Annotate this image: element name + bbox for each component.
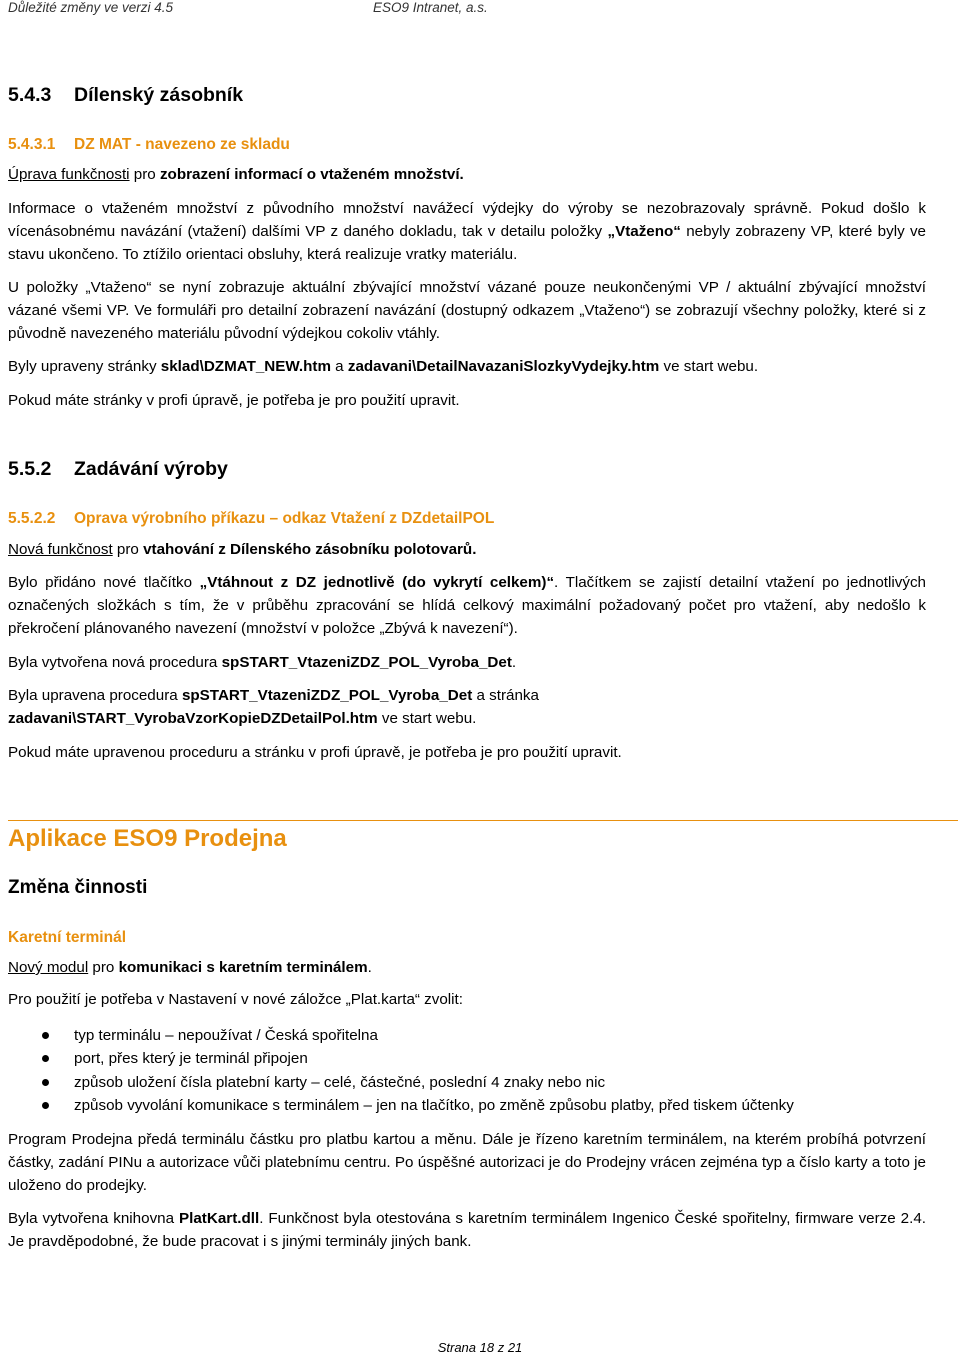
- paragraph-note: Pokud máte upravenou proceduru a stránku v profi úpravě, je potřeba je pro použití upravit.: [8, 744, 622, 761]
- library-name: PlatKart.dll: [179, 1210, 260, 1227]
- text-span: nebyly zobrazeny VP, které byly ve stavu ukončeno. To ztížilo orientaci obsluhy, která realizuje vratky materiálu.: [8, 223, 927, 263]
- file-name: zadavani\DetailNavazaniSlozkyVydejky.htm: [347, 358, 660, 375]
- text-span: a stránka: [472, 687, 539, 704]
- text-span: Informace o vtaženém množství z původního množství navážecí výdejky do výroby se nezobrazovaly správně. Pokud došlo k vícenásobnému navázání (vtažení) dalšími VP z daného dokladu, tak v detailu položky: [8, 200, 926, 240]
- list-item: [8, 1071, 926, 1094]
- change-section-title: Změna činnosti: [8, 877, 148, 898]
- heading-text: Oprava výrobního příkazu – odkaz Vtažení z DZdetailPOL: [74, 510, 495, 527]
- heading-number: 5.5.2.2: [8, 510, 56, 527]
- text-span: . Funkčnost byla otestována s karetním terminálem Ingenico České spořitelny, firmware verze 2.4. Je pravděpodobné, že bude pracovat i s jinými terminály jiných bank.: [8, 1210, 926, 1250]
- heading-5-5-2: [8, 458, 228, 481]
- heading-5-4-3-1: [8, 136, 290, 154]
- header-document-title: Důležité změny ve verzi 4.5: [8, 0, 174, 15]
- text-span: .: [511, 654, 517, 671]
- text-span: pro: [112, 541, 144, 558]
- paragraph-procedure: [8, 651, 926, 674]
- paragraph-description: U položky „Vtaženo“ se nyní zobrazuje aktuální zbývající množství vázané pouze neukončenými VP / aktuální zbývající množství vázané všemi VP. Ve formuláři pro detailní zobrazení navázání (dostupný odkazem „Vtaženo“) se zobrazují všechny položky, které si z původně navezeného materiálu původní výdejkou cokoliv vtáhly.: [8, 279, 926, 342]
- paragraph-description: [8, 197, 926, 266]
- paragraph-description: [8, 571, 926, 640]
- heading-number: 5.5.2: [8, 458, 52, 480]
- paragraph-settings: Pro použití je potřeba v Nastavení v nové záložce „Plat.karta“ zvolit:: [8, 991, 463, 1008]
- text-span: Bylo přidáno nové tlačítko: [8, 574, 200, 591]
- text-span: a: [330, 358, 348, 375]
- settings-list: [8, 1024, 926, 1117]
- text-span: . Tlačítkem se zajistí detailní vtažení po jednotlivých označených složkách s tím, že v průběhu zpracování se hlídá celkový maximální požadovaný počet pro vtažení, aby nedošlo k překročení plánovaného navezení (množství v položce „Zbývá k navezení“).: [8, 574, 927, 637]
- text-span: pro: [129, 166, 160, 183]
- procedure-name: spSTART_VtazeniZDZ_POL_Vyroba_Det: [181, 687, 473, 704]
- heading-5-4-3: [8, 84, 243, 107]
- bullet-icon: [42, 1055, 49, 1062]
- text-span: Byly upraveny stránky: [8, 358, 161, 375]
- list-item: [8, 1047, 926, 1070]
- change-type: Nový modul: [8, 959, 89, 976]
- text-span: ve start webu.: [659, 358, 759, 375]
- paragraph-description: Program Prodejna předá terminálu částku pro platbu kartou a měnu. Dále je řízeno karetním terminálem, na kterém probíhá potvrzení částky, zadání PINu a autorizace vůči platebnímu centru. Po úspěšné autorizaci je do Prodejny vrácen zejména typ a číslo karty a toto je uloženo do prodejky.: [8, 1131, 926, 1194]
- text-span: Byla vytvořena nová procedura: [8, 654, 222, 671]
- change-subject: zobrazení informací o vtaženém množství.: [159, 166, 464, 183]
- paragraph-change-type: [8, 538, 926, 561]
- heading-text: Dílenský zásobník: [74, 84, 244, 106]
- list-item-text: způsob vyvolání komunikace s terminálem – jen na tlačítko, po změně způsobu platby, před tiskem účtenky: [74, 1096, 794, 1114]
- heading-text: Zadávání výroby: [74, 458, 228, 480]
- paragraph-pages: [8, 355, 926, 378]
- section-divider: [8, 820, 958, 821]
- heading-number: 5.4.3.1: [8, 136, 56, 153]
- list-item: [8, 1024, 926, 1047]
- karetni-terminal-title: Karetní terminál: [8, 929, 127, 946]
- change-type: Úprava funkčnosti: [8, 166, 130, 183]
- heading-text: DZ MAT - navezeno ze skladu: [74, 136, 290, 153]
- emphasis: „Vtaženo“: [607, 223, 681, 240]
- bullet-icon: [42, 1032, 49, 1039]
- file-name: zadavani\START_VyrobaVzorKopieDZDetailPol.htm: [8, 710, 378, 727]
- text-span: pro: [88, 959, 119, 976]
- paragraph-change-type: [8, 163, 926, 186]
- text-span: .: [367, 959, 372, 976]
- text-span: Byla vytvořena knihovna: [8, 1210, 180, 1227]
- change-subject: komunikaci s karetním terminálem: [118, 959, 368, 976]
- list-item-text: způsob uložení čísla platební karty – celé, částečné, poslední 4 znaky nebo nic: [74, 1073, 606, 1091]
- header-company: ESO9 Intranet, a.s.: [373, 0, 488, 15]
- paragraph-change-type: [8, 956, 926, 979]
- paragraph-procedure: [8, 684, 926, 730]
- heading-number: 5.4.3: [8, 84, 52, 106]
- list-item-text: port, přes který je terminál připojen: [74, 1050, 308, 1068]
- file-name: sklad\DZMAT_NEW.htm: [160, 358, 331, 375]
- change-subject: vtahování z Dílenského zásobníku polotovarů.: [143, 541, 477, 558]
- heading-5-5-2-2: [8, 510, 494, 528]
- text-span: Byla upravena procedura: [8, 687, 182, 704]
- bullet-icon: [42, 1079, 49, 1086]
- paragraph-library: [8, 1207, 926, 1253]
- app-section-title: Aplikace ESO9 Prodejna: [8, 825, 287, 852]
- list-item-text: typ terminálu – nepoužívat / Česká spořitelna: [74, 1027, 378, 1044]
- button-name: „Vtáhnout z DZ jednotlivě (do vykrytí celkem)“: [199, 574, 555, 591]
- bullet-icon: [42, 1102, 49, 1109]
- paragraph-note: Pokud máte stránky v profi úpravě, je potřeba je pro použití upravit.: [8, 392, 460, 409]
- page-number: Strana 18 z 21: [437, 1340, 523, 1355]
- procedure-name: spSTART_VtazeniZDZ_POL_Vyroba_Det: [221, 654, 512, 671]
- text-span: ve start webu.: [377, 710, 477, 727]
- change-type: Nová funkčnost: [8, 541, 113, 558]
- list-item: [8, 1094, 926, 1117]
